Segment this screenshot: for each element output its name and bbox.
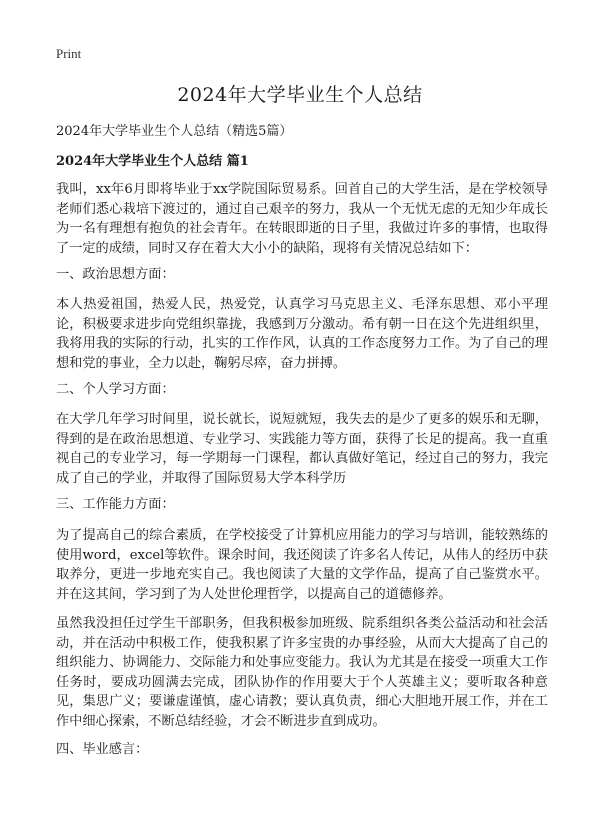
paragraph-study: 在大学几年学习时间里，说长就长，说短就短，我失去的是少了更多的娱乐和无聊，得到的是在政治思想道、专业学习、实践能力等方面，获得了长足的提高。我一直重视自己的专业学习，每一学期每一门课程，都认真做好笔记，经过自己的努力，我完成了自己的学业，并取得了国际贸易大学本科学历 <box>56 412 548 486</box>
intro-paragraph: 我叫，xx年6月即将毕业于xx学院国际贸易系。回首自己的大学生活，是在学校领导老师们悉心栽培下渡过的，通过自己艰辛的努力，我从一个无忧无虑的无知少年成长为一名有理想有抱负的社会青年。在转眼即逝的日子里，我做过许多的事情，也取得了一定的成绩，同时又存在着大大小小的缺陷，现将有关情况总结如下： <box>56 182 548 256</box>
print-link[interactable]: Print <box>56 46 82 61</box>
section-title: 2024年大学毕业生个人总结 篇1 <box>56 154 249 169</box>
heading-politics: 一、政治思想方面： <box>56 267 175 282</box>
paragraph-politics: 本人热爱祖国，热爱人民，热爱党，认真学习马克思主义、毛泽东思想、邓小平理论，积极要求进步向党组织靠拢，我感到万分激动。希有朝一日在这个先进组织里，我将用我的实际的行动，扎实的工作作风，认真的工作态度努力工作。为了自己的理想和党的事业，全力以赴，鞠躬尽瘁，奋力拼搏。 <box>56 297 548 371</box>
paragraph-work-2: 虽然我没担任过学生干部职务，但我积极参加班级、院系组织各类公益活动和社会活动，并在活动中积极工作，使我积累了许多宝贵的办事经验，从而大大提高了自己的组织能力、协调能力、交际能力和处事应变能力。我认为尤其是在接受一项重大工作任务时，要成功圆满去完成，团队协作的作用要大于个人英雄主义；要听取各种意见，集思广义；要谦虚谨慎，虚心请教；要认真负责，细心大胆地开展工作，并在工作中细心探索，不断总结经验，才会不断进步直到成功。 <box>56 616 548 729</box>
document-subtitle: 2024年大学毕业生个人总结（精选5篇） <box>56 124 293 139</box>
heading-work: 三、工作能力方面： <box>56 497 175 512</box>
heading-study: 二、个人学习方面： <box>56 382 175 397</box>
heading-graduation: 四、毕业感言： <box>56 742 149 757</box>
paragraph-work-1: 为了提高自己的综合素质，在学校接受了计算机应用能力的学习与培训，能较熟练的使用word，excel等软件。课余时间，我还阅读了许多名人传记，从伟人的经历中获取养分，更进一步地充实自己。我也阅读了大量的文学作品，提高了自己鉴赏水平。并在这其间，学习到了为人处世伦理哲学，以提高自己的道德修养。 <box>56 528 548 602</box>
document-title: 2024年大学毕业生个人总结 <box>177 84 423 106</box>
